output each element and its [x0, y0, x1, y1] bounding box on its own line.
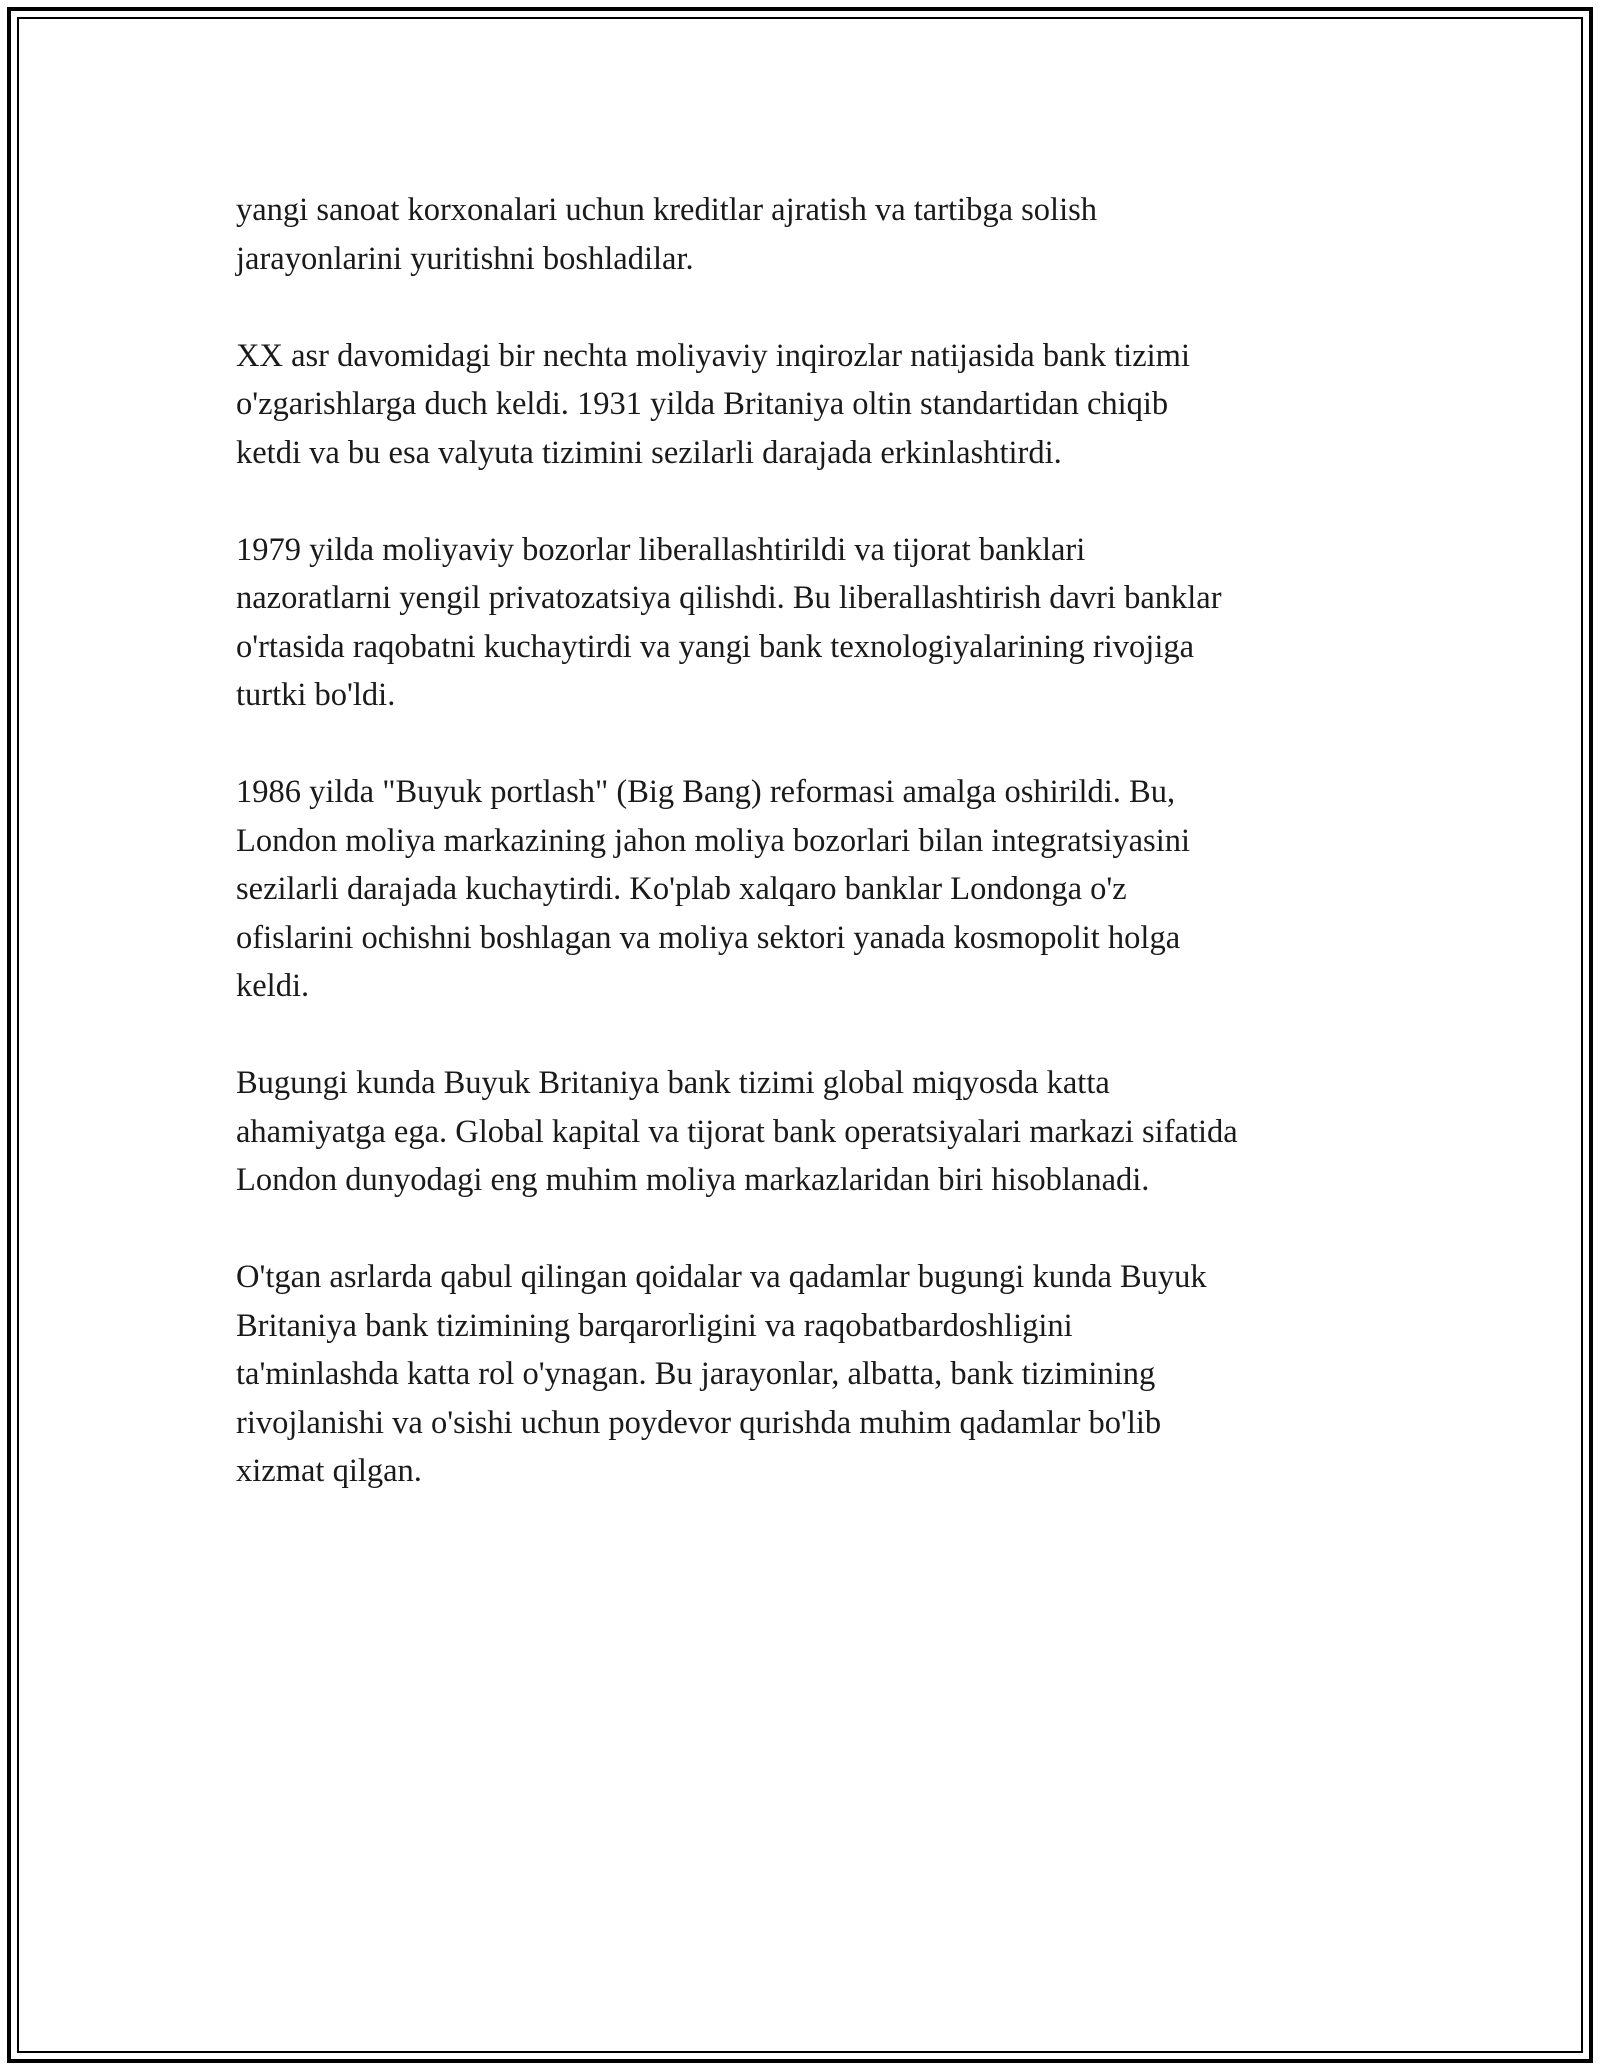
paragraph-6	[236, 1253, 1386, 1496]
document-body	[236, 186, 1386, 1544]
text-line: o'zgarishlarga duch keldi. 1931 yilda Britaniya oltin standartidan chiqib	[236, 386, 1169, 422]
paragraph-3	[236, 526, 1386, 720]
paragraph-4	[236, 768, 1386, 1011]
paragraph-1	[236, 186, 1386, 283]
text-line: 1986 yilda "Buyuk portlash" (Big Bang) reformasi amalga oshirildi. Bu,	[236, 774, 1176, 810]
text-line: Britaniya bank tizimining barqarorligini va raqobatbardoshligini	[236, 1307, 1073, 1344]
text-line: ahamiyatga ega. Global kapital va tijorat bank operatsiyalari markazi sifatida	[236, 1113, 1238, 1150]
paragraph-5	[236, 1059, 1386, 1205]
text-line: rivojlanishi va o'sishi uchun poydevor qurishda muhim qadamlar bo'lib	[236, 1404, 1162, 1441]
text-line: ofislarini ochishni boshlagan va moliya sektori yanada kosmopolit holga	[236, 919, 1181, 956]
text-line: Bugungi kunda Buyuk Britaniya bank tizimi global miqyosda katta	[236, 1065, 1110, 1101]
text-line: yangi sanoat korxonalari uchun kreditlar ajratish va tartibga solish	[236, 192, 1097, 228]
text-line: xizmat qilgan.	[236, 1453, 422, 1489]
text-line: o'rtasida raqobatni kuchaytirdi va yangi bank texnologiyalarining rivojiga	[236, 628, 1195, 665]
text-line: keldi.	[236, 968, 310, 1004]
text-line: jarayonlarini yuritishni boshladilar.	[236, 240, 694, 277]
text-line: nazoratlarni yengil privatozatsiya qilishdi. Bu liberallashtirish davri banklar	[236, 580, 1222, 616]
text-line: XX asr davomidagi bir nechta moliyaviy inqirozlar natijasida bank tizimi	[236, 337, 1190, 374]
text-line: 1979 yilda moliyaviy bozorlar liberallashtirildi va tijorat banklari	[236, 531, 1086, 568]
paragraph-2	[236, 332, 1386, 478]
text-line: ta'minlashda katta rol o'ynagan. Bu jarayonlar, albatta, bank tizimining	[236, 1356, 1156, 1392]
text-line: London moliya markazining jahon moliya bozorlari bilan integratsiyasini	[236, 822, 1191, 859]
text-line: O'tgan asrlarda qabul qilingan qoidalar va qadamlar bugungi kunda Buyuk	[236, 1259, 1207, 1295]
text-line: London dunyodagi eng muhim moliya markazlaridan biri hisoblanadi.	[236, 1162, 1150, 1198]
text-line: sezilarli darajada kuchaytirdi. Ko'plab xalqaro banklar Londonga o'z	[236, 871, 1127, 907]
text-line: turtki bo'ldi.	[236, 677, 396, 713]
text-line: ketdi va bu esa valyuta tizimini sezilarli darajada erkinlashtirdi.	[236, 434, 1062, 471]
